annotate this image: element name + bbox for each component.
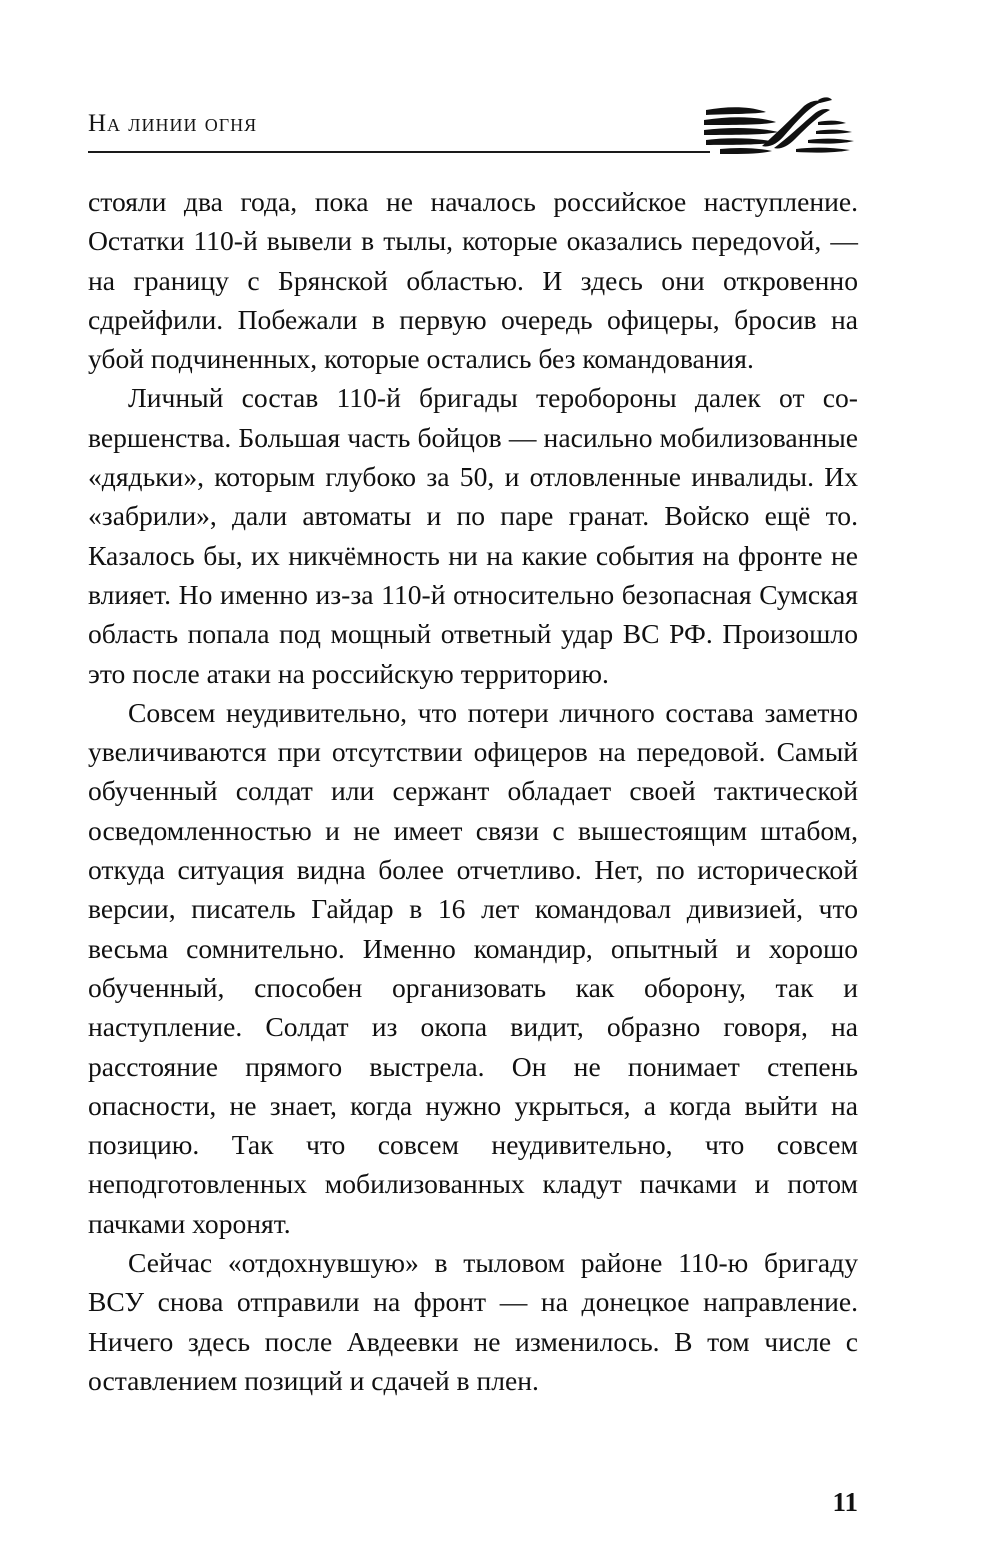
paragraph: Личный состав 110-й бригады теробороны далек от совершенства. Большая часть бойцов — насильно мобилизованные «дядьки», которым глубоко за 50, и отловленные инвалиды. Их «забрили», дали автоматы и по паре гранат. Войско ещё то. Казалось бы, их никчёмность ни на какие события на фронте не влияет. Но именно из-за 110-й относительно безопасная Сумская область попала под мощный ответный удар ВС РФ. Произошло это после атаки на российскую территорию. (88, 382, 858, 689)
paragraph: Сейчас «отдохнувшую» в тыловом районе 110-ю бригаду ВСУ снова отправили на фронт — на донецкое направление. Ничего здесь после Авдеевки не изменилось. В том числе с оставлением позиций и сдачей в плен. (88, 1247, 858, 1396)
header-rule (88, 151, 710, 153)
body-text (88, 182, 858, 1400)
page-number: 11 (832, 1487, 858, 1517)
paragraph: стояли два года, пока не началось российское наступление. Остатки 110-й вывели в тылы, которые оказались передоvой, — на границу с Брянской областью. И здесь они откровенно сдрейфили. Побежали в первую очередь офицеры, бросив на убой подчиненных, которые остались без командования. (88, 186, 858, 375)
paragraph: Совсем неудивительно, что потери личного состава заметно увеличиваются при отсутствии офицеров на передовой. Самый обученный солдат или сержант обладает своей тактической осведомленностью и не имеет связи с вышестоящим штабом, откуда ситуация видна более отчетливо. Нет, по исторической версии, писатель Гайдар в 16 лет командовал дивизией, что весьма сомнительно. Именно командир, опытный и хорошо обученный, способен организовать как оборону, так и наступление. Солдат из окопа видит, образно говоря, на расстояние прямого выстрела. Он не понимает степень опасности, не знает, когда нужно укрыться, а когда выйти на позицию. Так что совсем неудивительно, что совсем неподготовленных мобилизованных кладут пачками и потом пачками хоронят. (88, 696, 858, 1239)
waving-flag-icon (700, 96, 860, 158)
running-head-title: На линии огня (88, 110, 258, 137)
